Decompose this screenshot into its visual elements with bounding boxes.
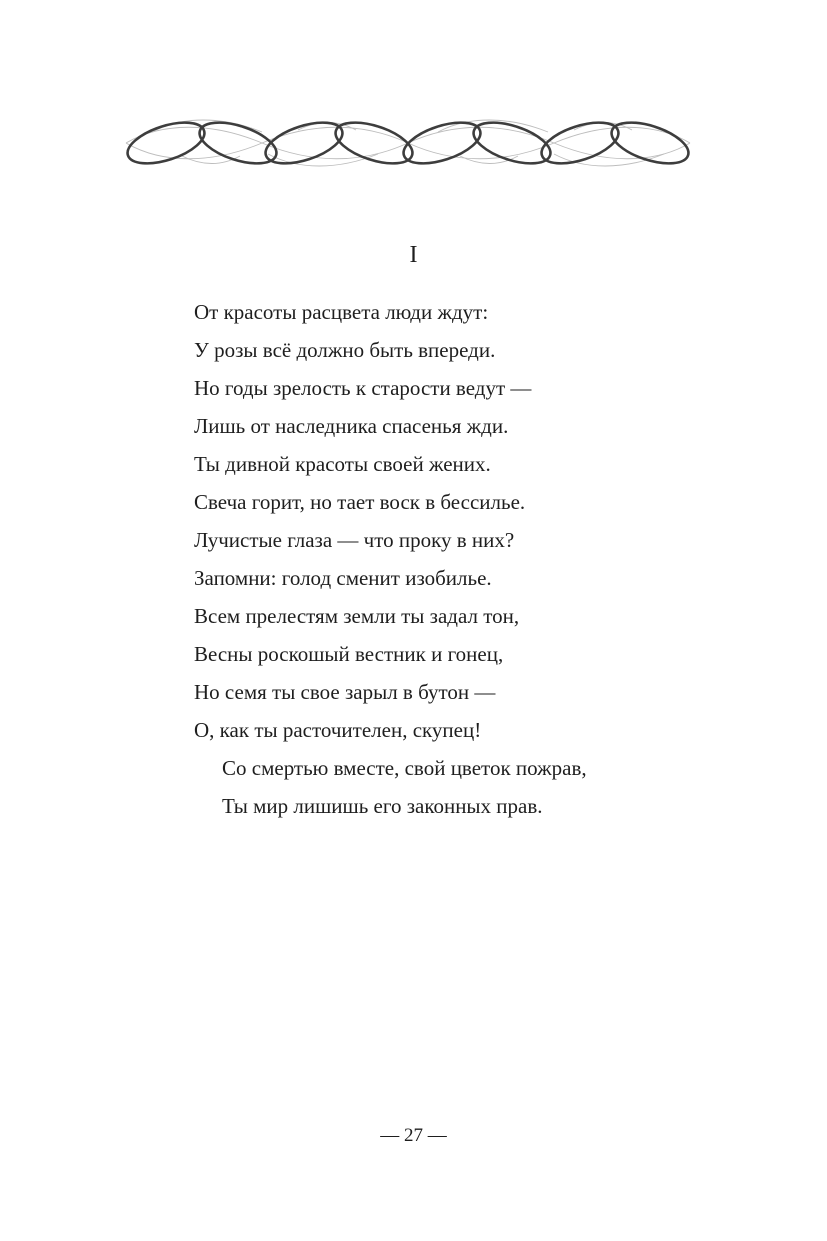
poem-line: Но годы зрелость к старости ведут —: [194, 376, 532, 400]
poem-line: Свеча горит, но тает воск в бессилье.: [194, 490, 526, 514]
poem-line: Лишь от наследника спасенья жди.: [194, 414, 509, 438]
poem-line: Ты дивной красоты своей жених.: [194, 452, 491, 476]
page-number: — 27 —: [380, 1125, 447, 1146]
poem-number: I: [409, 242, 418, 268]
poem-line: Всем прелестям земли ты задал тон,: [194, 604, 520, 628]
poem-line: У розы всё должно быть впереди.: [194, 338, 496, 362]
poem-line: Но семя ты свое зарыл в бутон —: [194, 680, 496, 704]
poem-line: Запомни: голод сменит изобилье.: [194, 566, 492, 590]
couplet-line: Ты мир лишишь его законных прав.: [222, 794, 543, 818]
poem-line: О, как ты расточителен, скупец!: [194, 718, 482, 742]
flourish-divider-icon: [122, 112, 694, 174]
poem-line: Весны роскошый вестник и гонец,: [194, 642, 504, 666]
poem-body: [194, 293, 714, 825]
couplet-line: Со смертью вместе, свой цветок пожрав,: [222, 756, 587, 780]
poem-line: От красоты расцвета люди ждут:: [194, 300, 489, 324]
poem-line: Лучистые глаза — что проку в них?: [194, 528, 515, 552]
